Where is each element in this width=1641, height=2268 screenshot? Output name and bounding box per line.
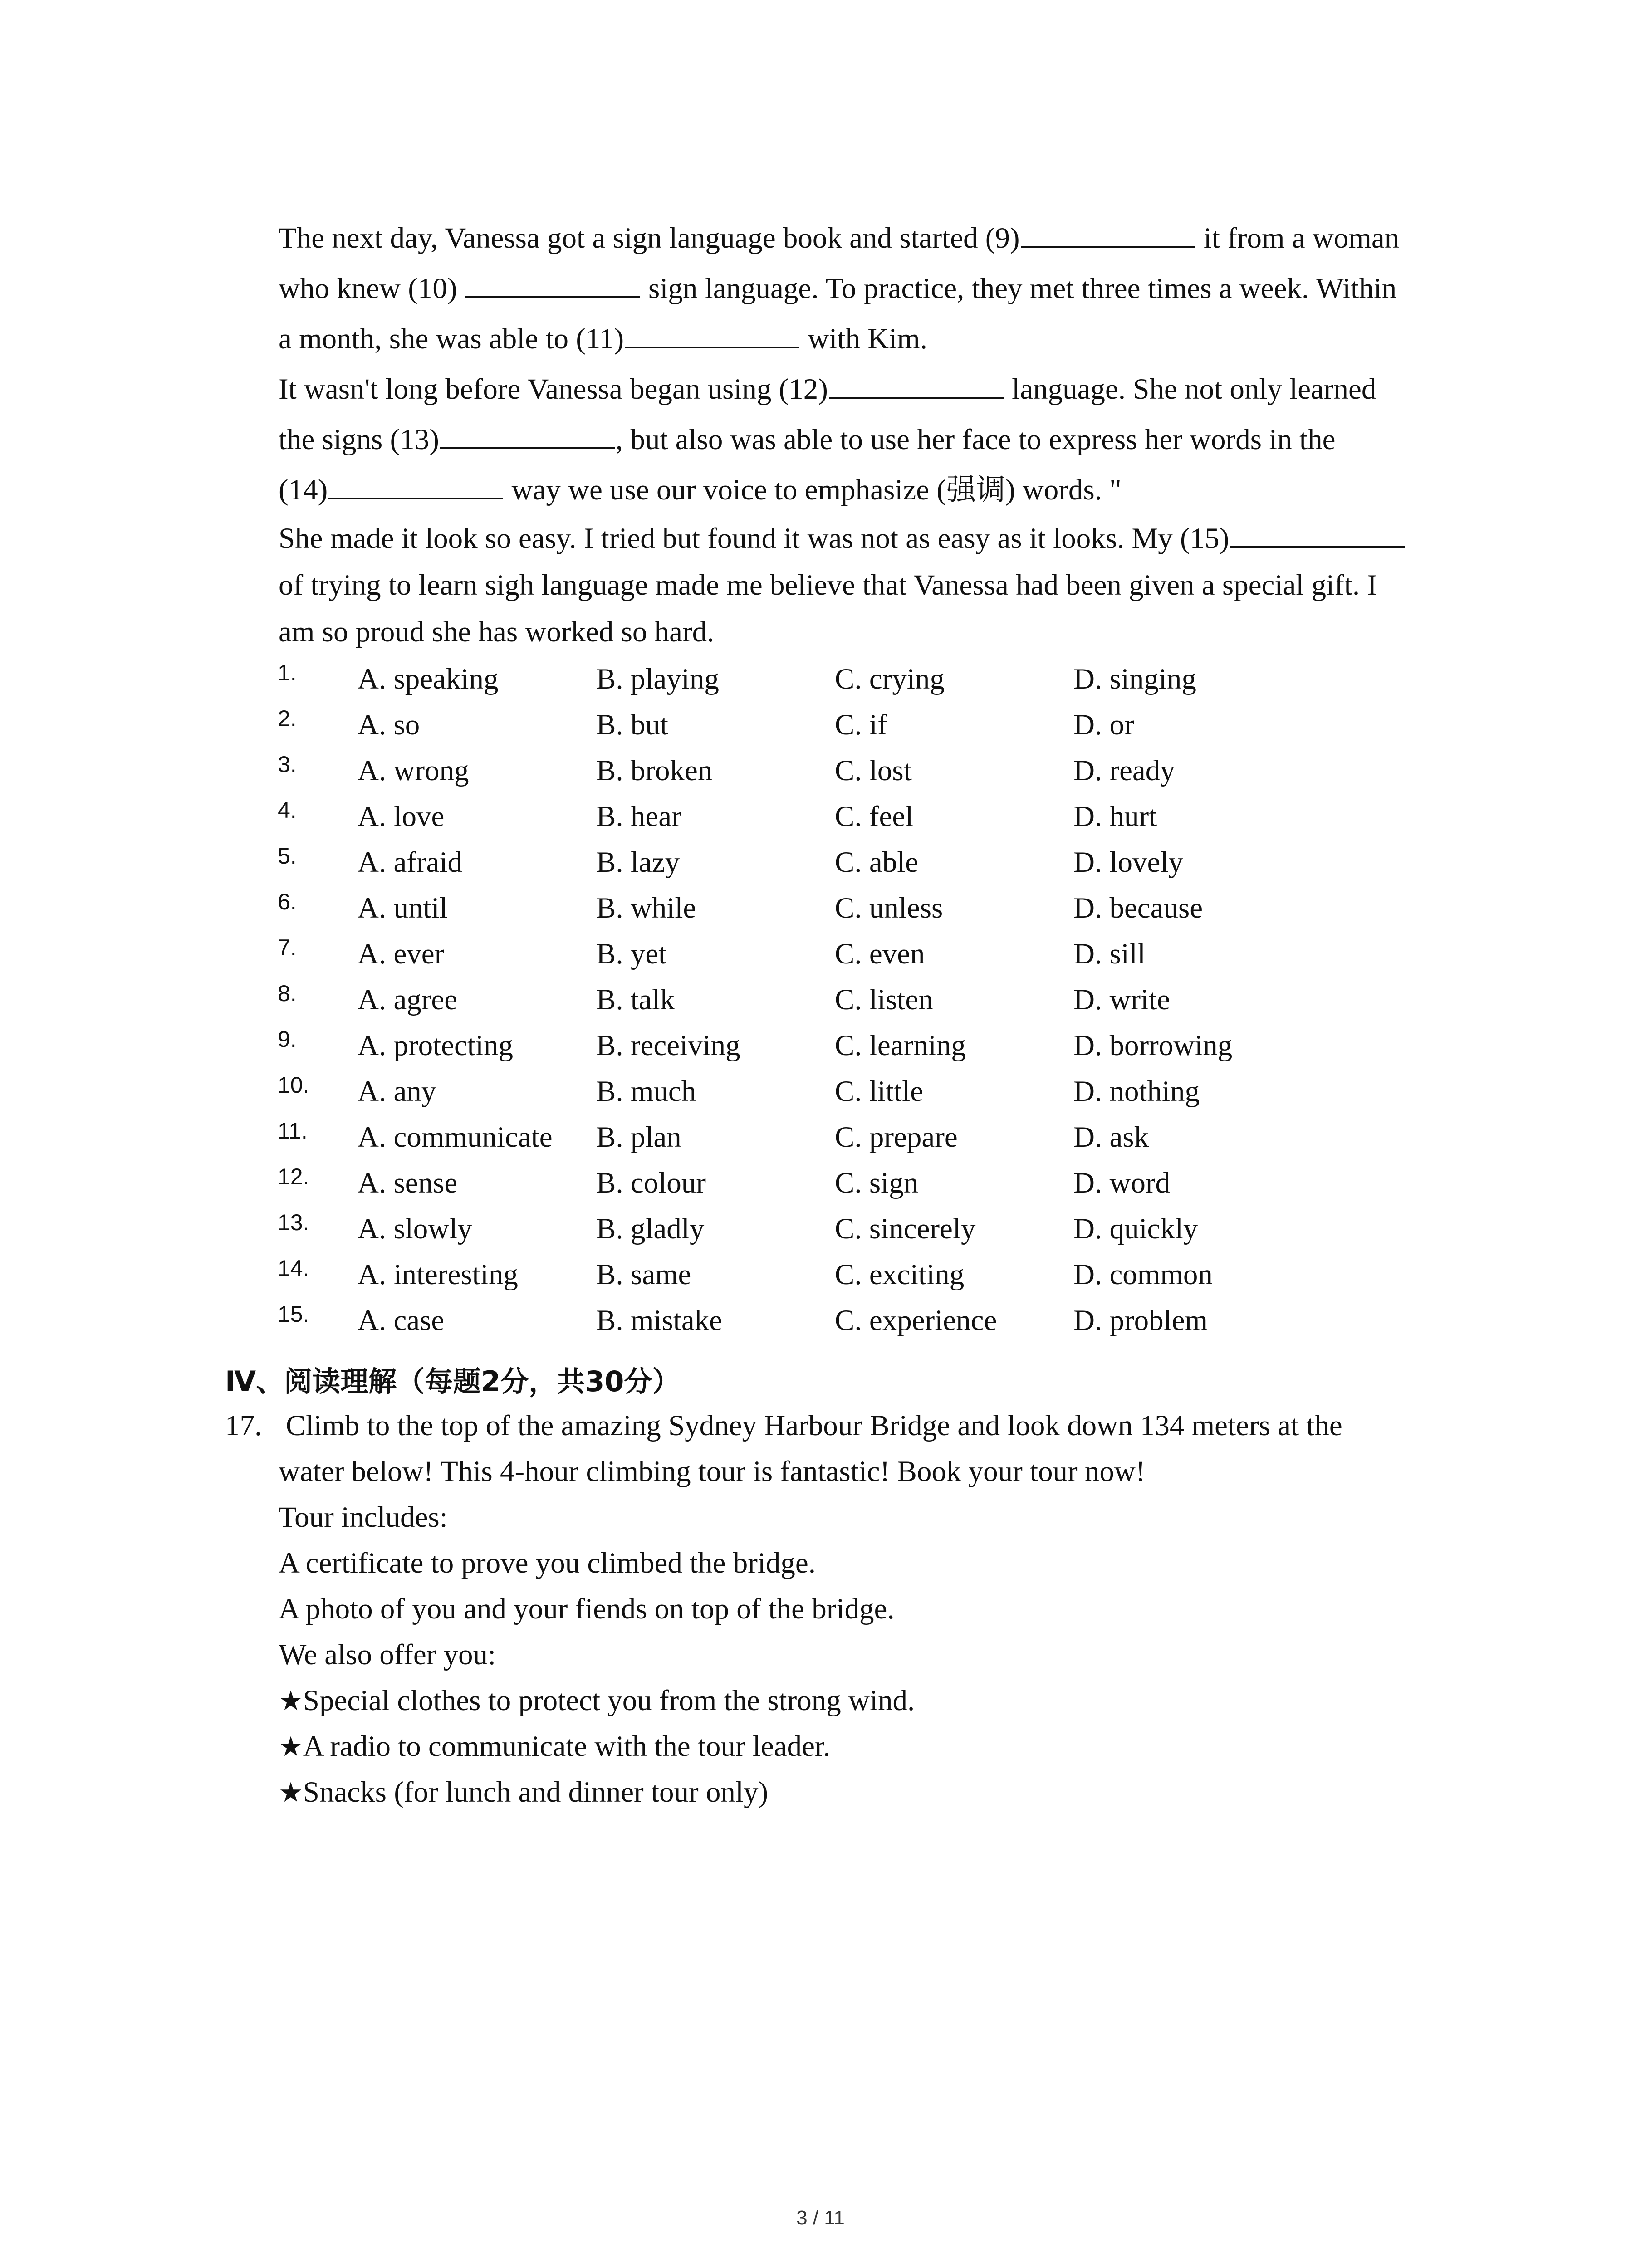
star-icon: ★ [279,1685,303,1717]
option-row [278,792,1457,838]
option-c: C. crying [835,663,945,695]
option-a: A. until [358,892,448,924]
option-d: D. ask [1073,1121,1149,1154]
question-number: 2. [278,706,297,731]
option-a: A. communicate [358,1121,553,1154]
question-number: 14. [278,1256,309,1281]
option-a: A. wrong [358,754,469,787]
option-b: B. while [596,892,696,924]
option-a: A. any [358,1075,436,1108]
option-a: A. afraid [358,846,462,879]
passage-line [279,264,1458,314]
option-d: D. problem [1073,1304,1208,1337]
option-b: B. but [596,709,668,741]
option-d: D. singing [1073,663,1196,695]
passage-line: of trying to learn sigh language made me believe that Vanessa had been given a special gift. I [279,569,1377,601]
passage-line [279,364,1458,415]
passage-text: language. She not only learned [1004,373,1376,406]
question-number: 4. [278,797,297,823]
option-d: D. hurt [1073,800,1157,833]
option-row [278,1251,1457,1296]
option-b: B. talk [596,983,675,1016]
option-row [278,701,1457,747]
offer-item [225,1775,1450,1821]
reading-line: A certificate to prove you climbed the bridge. [279,1547,816,1579]
option-a: A. ever [358,938,445,970]
cloze-passage [279,213,1458,655]
option-d: D. word [1073,1167,1171,1199]
option-d: D. borrowing [1073,1029,1233,1062]
option-a: A. slowly [358,1212,472,1245]
passage-text: She made it look so easy. I tried but found it was not as easy as it looks. My (15) [279,522,1230,555]
reading-passage [225,1409,1450,1821]
passage-line [279,465,1458,515]
option-c: C. feel [835,800,914,833]
answer-blank-9 [1021,216,1195,248]
option-c: C. prepare [835,1121,958,1154]
question-number: 7. [278,935,297,960]
option-d: D. because [1073,892,1203,924]
option-d: D. common [1073,1258,1213,1291]
option-b: B. broken [596,754,713,787]
option-b: B. much [596,1075,696,1108]
question-number: 5. [278,843,297,869]
offer-item [225,1684,1450,1730]
option-b: B. hear [596,800,681,833]
question-number: 15. [278,1301,309,1327]
passage-line [279,314,1458,364]
question-number: 13. [278,1210,309,1235]
option-c: C. if [835,709,887,741]
offer-text: A radio to communicate with the tour leader. [303,1730,831,1763]
option-c: C. exciting [835,1258,965,1291]
question-number: 11. [278,1118,308,1144]
passage-line [279,515,1458,562]
answer-blank-13 [440,417,615,449]
reading-line: water below! This 4-hour climbing tour is fantastic! Book your tour now! [279,1455,1146,1488]
option-d: D. quickly [1073,1212,1198,1245]
option-c: C. sincerely [835,1212,976,1245]
passage-text: a month, she was able to (11) [279,323,624,355]
question-number: 6. [278,889,297,914]
option-c: C. little [835,1075,923,1108]
answer-blank-11 [625,317,799,348]
option-row [278,838,1457,884]
passage-text: (14) [279,474,328,506]
reading-line: We also offer you: [279,1638,496,1671]
question-number: 1. [278,660,297,685]
question-number: 17. [225,1409,262,1442]
offer-text: Snacks (for lunch and dinner tour only) [303,1776,769,1809]
section-heading: Ⅳ、阅读理解（每题2分，共30分） [225,1365,681,1398]
passage-text: it from a woman [1196,222,1400,254]
question-number: 9. [278,1026,297,1052]
question-number: 3. [278,752,297,777]
question-number: 10. [278,1072,309,1098]
passage-line [279,213,1458,264]
option-row [278,1022,1457,1067]
option-row [278,1067,1457,1113]
star-icon: ★ [279,1777,303,1809]
option-row [278,1113,1457,1159]
reading-line: Tour includes: [279,1501,448,1534]
option-c: C. unless [835,892,943,924]
option-a: A. sense [358,1167,458,1199]
option-c: C. sign [835,1167,919,1199]
option-row [278,1296,1457,1342]
answer-blank-15 [1230,516,1405,548]
option-row [278,747,1457,792]
option-d: D. lovely [1073,846,1183,879]
option-b: B. mistake [596,1304,723,1337]
question-number: 12. [278,1164,309,1189]
option-b: B. gladly [596,1212,705,1245]
option-b: B. plan [596,1121,681,1154]
option-c: C. able [835,846,919,879]
option-a: A. protecting [358,1029,513,1062]
passage-text: sign language. To practice, they met three times a week. Within [641,272,1397,305]
passage-text: the signs (13) [279,423,439,456]
page-number: 3 / 11 [796,2207,845,2229]
answer-blank-12 [829,367,1004,399]
passage-line: am so proud she has worked so hard. [279,616,715,648]
option-d: D. or [1073,709,1134,741]
option-b: B. same [596,1258,691,1291]
option-d: D. write [1073,983,1170,1016]
question-number: 8. [278,981,297,1006]
reading-line: A photo of you and your fiends on top of the bridge. [279,1593,895,1625]
option-a: A. speaking [358,663,499,695]
option-c: C. even [835,938,925,970]
option-a: A. love [358,800,445,833]
option-d: D. ready [1073,754,1175,787]
option-a: A. agree [358,983,458,1016]
option-c: C. lost [835,754,912,787]
option-d: D. nothing [1073,1075,1200,1108]
passage-text: The next day, Vanessa got a sign language book and started (9) [279,222,1020,254]
option-row [278,884,1457,930]
option-c: C. listen [835,983,933,1016]
passage-line [279,415,1458,465]
option-b: B. lazy [596,846,680,879]
offer-text: Special clothes to protect you from the strong wind. [303,1684,915,1717]
answer-options [278,655,1457,1342]
option-c: C. experience [835,1304,997,1337]
option-row [278,1159,1457,1205]
passage-text: with Kim. [800,323,928,355]
option-b: B. receiving [596,1029,740,1062]
option-row [278,976,1457,1022]
passage-text: It wasn't long before Vanessa began using (12) [279,373,828,406]
option-a: A. so [358,709,420,741]
passage-text: who knew (10) [279,272,465,305]
answer-blank-10 [465,266,640,298]
passage-text: , but also was able to use her face to express her words in the [615,423,1336,456]
option-a: A. case [358,1304,445,1337]
option-d: D. sill [1073,938,1146,970]
option-row [278,655,1457,701]
reading-text: Climb to the top of the amazing Sydney Harbour Bridge and look down 134 meters at the [286,1409,1342,1442]
option-b: B. colour [596,1167,706,1199]
option-c: C. learning [835,1029,966,1062]
passage-text: way we use our voice to emphasize (强调) words. " [504,474,1122,506]
option-row [278,930,1457,976]
option-b: B. playing [596,663,719,695]
offer-item [225,1730,1450,1775]
option-a: A. interesting [358,1258,518,1291]
question-first-line [225,1409,1450,1455]
option-b: B. yet [596,938,667,970]
answer-blank-14 [328,468,503,499]
star-icon: ★ [279,1731,303,1763]
option-row [278,1205,1457,1251]
